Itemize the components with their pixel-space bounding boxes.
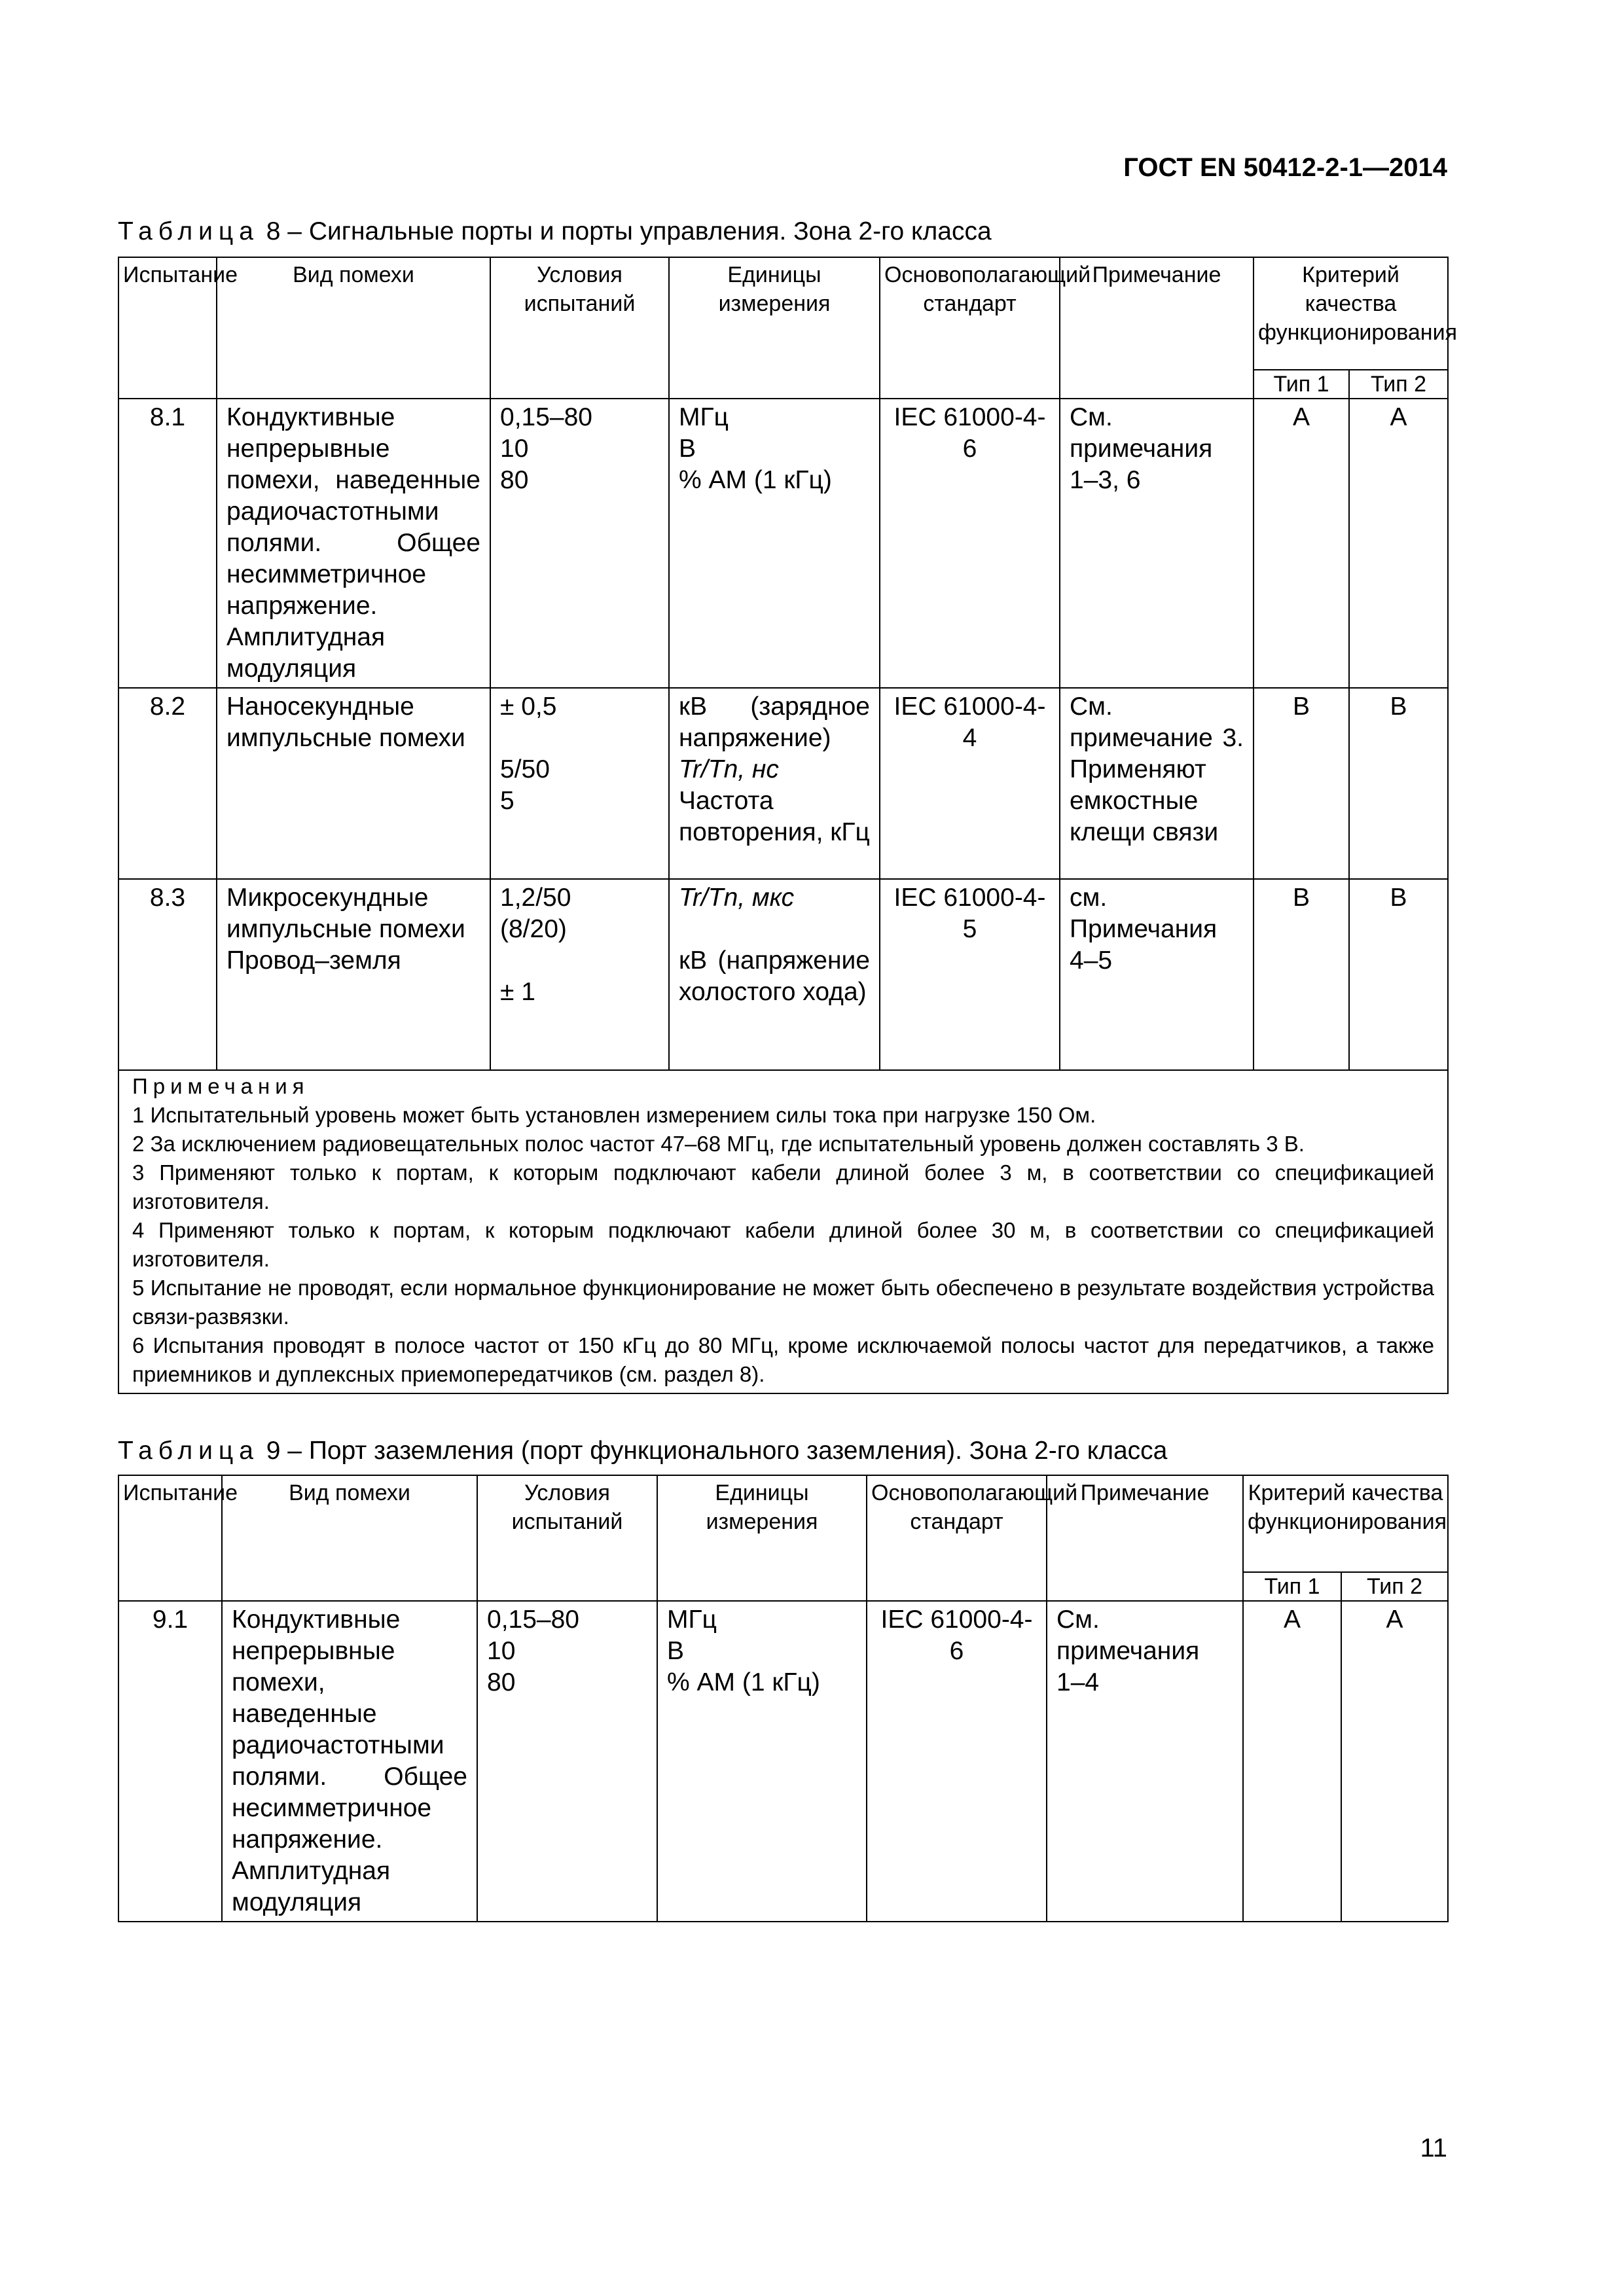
units: Tr/Tn, мкс кВ (напряжение холостого хода) — [669, 879, 880, 1070]
note-item: 6 Испытания проводят в полосе частот от 150 кГц до 80 МГц, кроме исключаемой полосы частот для передатчиков, а также приемников и дуплексных приемопередатчиков (см. раздел 8). — [132, 1333, 1435, 1386]
table9-header-type1: Тип 1 — [1243, 1572, 1341, 1601]
table9-header-standard: Основополагающий стандарт — [867, 1475, 1047, 1601]
note-item: 2 За исключением радиовещательных полос частот 47–68 МГц, где испытательный уровень должен составлять 3 В. — [132, 1132, 1305, 1156]
row-number: 9.1 — [118, 1601, 222, 1922]
note-item: 3 Применяют только к портам, к которым подключают кабели длиной более 3 м, в соответствии со спецификацией изготовителя. — [132, 1160, 1435, 1213]
table9-header-note: Примечание — [1047, 1475, 1243, 1601]
interference-type: Кондуктивные непрерывные помехи, наведенные радиочастотными полями. Общее несимметричное напряжение. Амплитудная модуляция — [222, 1601, 477, 1922]
table8-caption-text: 8 – Сигнальные порты и порты управления. Зона 2-го класса — [266, 217, 992, 245]
notes-title: Примечания — [132, 1074, 310, 1098]
interference-type: Кондуктивные непрерывные помехи, наведенные радиочастотными полями. Общее несимметричное напряжение. Амплитудная модуляция — [217, 399, 490, 688]
table-row — [118, 688, 1448, 879]
base-standard: IEC 61000-4-6 — [867, 1601, 1047, 1922]
table8-caption — [118, 217, 992, 246]
units: МГц В % АМ (1 кГц) — [657, 1601, 867, 1922]
table9-header-type2: Тип 2 — [1341, 1572, 1448, 1601]
table8-notes — [118, 1070, 1448, 1393]
note-item: 1 Испытательный уровень может быть установлен измерением силы тока при нагрузке 150 Ом. — [132, 1103, 1096, 1127]
interference-type: Микросекундные импульсные помехи Провод–земля — [217, 879, 490, 1070]
table8-header-test: Испытание — [118, 257, 217, 399]
type2-criterion: A — [1349, 399, 1448, 688]
type1-criterion: A — [1254, 399, 1349, 688]
interference-type: Наносекундные импульсные помехи — [217, 688, 490, 879]
type1-criterion: B — [1254, 879, 1349, 1070]
note-ref: См. примечания 1–4 — [1047, 1601, 1243, 1922]
base-standard: IEC 61000-4-6 — [880, 399, 1060, 688]
page-number: 11 — [1420, 2134, 1447, 2162]
row-number: 8.3 — [118, 879, 217, 1070]
note-item: 4 Применяют только к портам, к которым подключают кабели длиной более 30 м, в соответствии со спецификацией изготовителя. — [132, 1218, 1435, 1271]
table9-header-conditions: Условия испытаний — [477, 1475, 657, 1601]
row-number: 8.2 — [118, 688, 217, 879]
note-ref: См. примечания 1–3, 6 — [1060, 399, 1254, 688]
table8-header-type: Вид помехи — [217, 257, 490, 399]
table8-header-type2: Тип 2 — [1349, 370, 1448, 399]
table8-header-units: Единицы измерения — [669, 257, 880, 399]
type1-criterion: B — [1254, 688, 1349, 879]
units: кВ (зарядное напряжение) Tr/Tn, нс Частота повторения, кГц — [669, 688, 880, 879]
type2-criterion: A — [1341, 1601, 1448, 1922]
table-row — [118, 1601, 1448, 1922]
table8-header-conditions: Условия испытаний — [490, 257, 669, 399]
note-item: 5 Испытание не проводят, если нормальное функционирование не может быть обеспечено в результате воздействия устройства связи-развязки. — [132, 1276, 1435, 1329]
units: МГц В % АМ (1 кГц) — [669, 399, 880, 688]
base-standard: IEC 61000-4-4 — [880, 688, 1060, 879]
table-row — [118, 879, 1448, 1070]
base-standard: IEC 61000-4-5 — [880, 879, 1060, 1070]
table-row — [118, 399, 1448, 688]
table9-header-units: Единицы измерения — [657, 1475, 867, 1601]
table9-header-type: Вид помехи — [222, 1475, 477, 1601]
table8-header-note: Примечание — [1060, 257, 1254, 399]
table9-header-criterion: Критерий качества функционирования — [1243, 1475, 1448, 1572]
test-conditions: 0,15–80 10 80 — [490, 399, 669, 688]
table8-header-type1: Тип 1 — [1254, 370, 1349, 399]
document-header: ГОСТ EN 50412-2-1—2014 — [1123, 153, 1447, 182]
table9-caption-word: Таблица — [118, 1437, 259, 1465]
table8-caption-word: Таблица — [118, 217, 259, 245]
type2-criterion: B — [1349, 688, 1448, 879]
table8 — [118, 257, 1457, 1394]
table9 — [118, 1475, 1449, 1922]
row-number: 8.1 — [118, 399, 217, 688]
table8-header-criterion: Критерий качества функционирования — [1254, 257, 1448, 370]
note-ref: см. Примечания 4–5 — [1060, 879, 1254, 1070]
table9-header-test: Испытание — [118, 1475, 222, 1601]
note-ref: См. примечание 3. Применяют емкостные клещи связи — [1060, 688, 1254, 879]
table9-caption-text: 9 – Порт заземления (порт функционального заземления). Зона 2-го класса — [266, 1437, 1168, 1465]
test-conditions: 1,2/50 (8/20) ± 1 — [490, 879, 669, 1070]
table8-header-standard: Основополагающий стандарт — [880, 257, 1060, 399]
table9-caption — [118, 1437, 1167, 1465]
test-conditions: 0,15–80 10 80 — [477, 1601, 657, 1922]
type1-criterion: A — [1243, 1601, 1341, 1922]
test-conditions: ± 0,5 5/50 5 — [490, 688, 669, 879]
type2-criterion: B — [1349, 879, 1448, 1070]
